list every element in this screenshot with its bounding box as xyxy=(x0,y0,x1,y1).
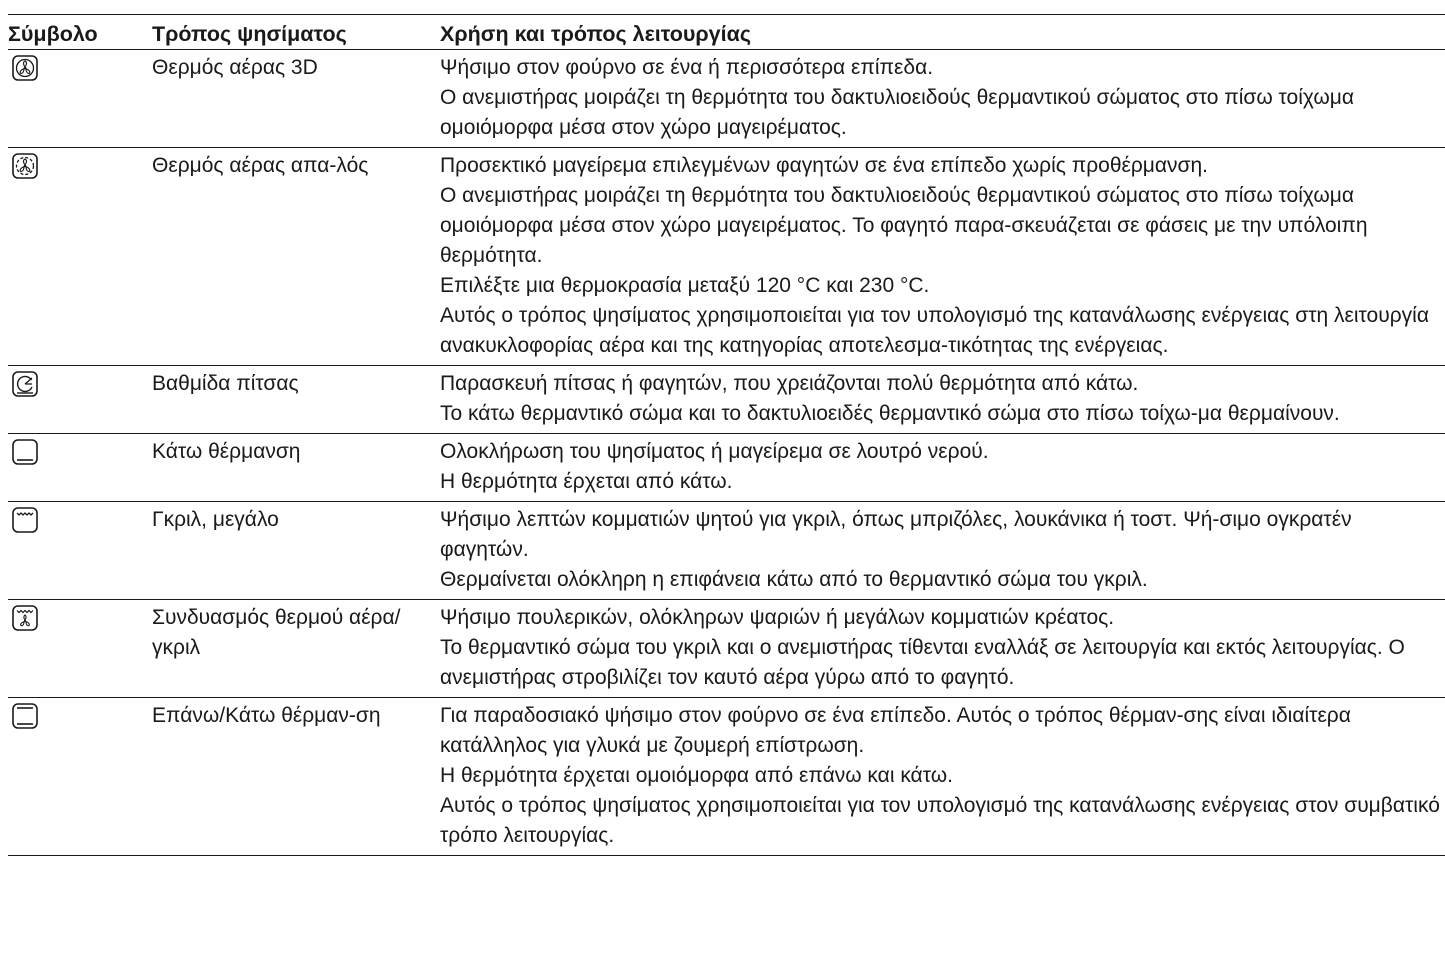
table-row xyxy=(8,50,1445,148)
symbol-cell xyxy=(8,698,152,856)
symbol-cell xyxy=(8,366,152,434)
mode-cell: Γκριλ, μεγάλο xyxy=(152,502,440,600)
usage-cell xyxy=(440,366,1445,434)
usage-line: Ολοκλήρωση του ψησίματος ή μαγείρεμα σε λουτρό νερού. xyxy=(440,440,989,463)
pizza-setting-icon xyxy=(12,371,38,397)
usage-line: Αυτός ο τρόπος ψησίματος χρησιμοποιείται για τον υπολογισμό της κατανάλωσης ενέργειας στον συμβατικό τρόπο λειτουργίας. xyxy=(440,794,1440,847)
usage-line: Για παραδοσιακό ψήσιμο στον φούρνο σε ένα επίπεδο. Αυτός ο τρόπος θέρμαν-σης είναι ιδιαίτερα κατάλληλος για γλυκά με ζουμερή επίστρωση. xyxy=(440,704,1351,757)
mode-cell: Συνδυασμός θερμού αέρα/γκριλ xyxy=(152,600,440,698)
usage-line: Η θερμότητα έρχεται από κάτω. xyxy=(440,470,733,493)
mode-cell: Κάτω θέρμανση xyxy=(152,434,440,502)
usage-line: Το κάτω θερμαντικό σώμα και το δακτυλιοειδές θερμαντικό σώμα στο πίσω τοίχω-μα θερμαίνουν. xyxy=(440,402,1340,425)
header-usage: Χρήση και τρόπος λειτουργίας xyxy=(440,15,1445,50)
header-mode: Τρόπος ψησίματος xyxy=(152,15,440,50)
mode-cell: Θερμός αέρας 3D xyxy=(152,50,440,148)
usage-cell xyxy=(440,502,1445,600)
usage-line: Η θερμότητα έρχεται ομοιόμορφα από επάνω και κάτω. xyxy=(440,764,953,787)
usage-line: Προσεκτικό μαγείρεμα επιλεγμένων φαγητών σε ένα επίπεδο χωρίς προθέρμανση. xyxy=(440,154,1209,177)
header-symbol: Σύμβολο xyxy=(8,15,152,50)
usage-line: Αυτός ο τρόπος ψησίματος χρησιμοποιείται για τον υπολογισμό της κατανάλωσης ενέργειας στη λειτουργία ανακυκλοφορίας αέρα και της κατηγορίας αποτελεσμα-τικότητας της ενέργειας. xyxy=(440,304,1429,357)
fan-3d-icon xyxy=(12,55,38,81)
mode-cell: Θερμός αέρας απα-λός xyxy=(152,148,440,366)
usage-cell xyxy=(440,600,1445,698)
table-row xyxy=(8,698,1445,856)
grill-large-icon xyxy=(12,507,38,533)
table-row xyxy=(8,366,1445,434)
symbol-cell xyxy=(8,50,152,148)
usage-line: Ψήσιμο λεπτών κομματιών ψητού για γκριλ, όπως μπριζόλες, λουκάνικα ή τοστ. Ψή-σιμο ογκρατέν φαγητών. xyxy=(440,508,1352,561)
usage-line: Θερμαίνεται ολόκληρη η επιφάνεια κάτω από το θερμαντικό σώμα του γκριλ. xyxy=(440,568,1148,591)
top-bottom-heat-icon xyxy=(12,703,38,729)
usage-line: Το θερμαντικό σώμα του γκριλ και ο ανεμιστήρας τίθενται εναλλάξ σε λειτουργία και εκτός λειτουργίας. Ο ανεμιστήρας στροβιλίζει τον καυτό αέρα γύρω από το φαγητό. xyxy=(440,636,1405,689)
fan-gentle-icon xyxy=(12,153,38,179)
table-row xyxy=(8,434,1445,502)
usage-line: Επιλέξτε μια θερμοκρασία μεταξύ 120 °C και 230 °C. xyxy=(440,274,930,297)
usage-cell xyxy=(440,50,1445,148)
bottom-heat-icon xyxy=(12,439,38,465)
usage-line: Ο ανεμιστήρας μοιράζει τη θερμότητα του δακτυλιοειδούς θερμαντικού σώματος στο πίσω τοίχωμα ομοιόμορφα μέσα στον χώρο μαγειρέματος. xyxy=(440,86,1354,139)
usage-line: Ψήσιμο στον φούρνο σε ένα ή περισσότερα επίπεδα. xyxy=(440,56,934,79)
symbol-cell xyxy=(8,148,152,366)
usage-line: Ψήσιμο πουλερικών, ολόκληρων ψαριών ή μεγάλων κομματιών κρέατος. xyxy=(440,606,1115,629)
usage-cell xyxy=(440,434,1445,502)
usage-cell xyxy=(440,148,1445,366)
symbol-cell xyxy=(8,502,152,600)
table-header-row xyxy=(8,15,1445,50)
usage-line: Παρασκευή πίτσας ή φαγητών, που χρειάζονται πολύ θερμότητα από κάτω. xyxy=(440,372,1139,395)
table-row xyxy=(8,600,1445,698)
table-row xyxy=(8,148,1445,366)
usage-line: Ο ανεμιστήρας μοιράζει τη θερμότητα του δακτυλιοειδούς θερμαντικού σώματος στο πίσω τοίχωμα ομοιόμορφα μέσα στον χώρο μαγειρέματος. Το φαγητό παρα-σκευάζεται σε φάσεις με την υπόλοιπη θερμότητα. xyxy=(440,184,1368,267)
table-row xyxy=(8,502,1445,600)
heating-modes-table xyxy=(8,14,1445,856)
fan-grill-icon xyxy=(12,605,38,631)
mode-cell: Επάνω/Κάτω θέρμαν-ση xyxy=(152,698,440,856)
symbol-cell xyxy=(8,600,152,698)
symbol-cell xyxy=(8,434,152,502)
usage-cell xyxy=(440,698,1445,856)
mode-cell: Βαθμίδα πίτσας xyxy=(152,366,440,434)
